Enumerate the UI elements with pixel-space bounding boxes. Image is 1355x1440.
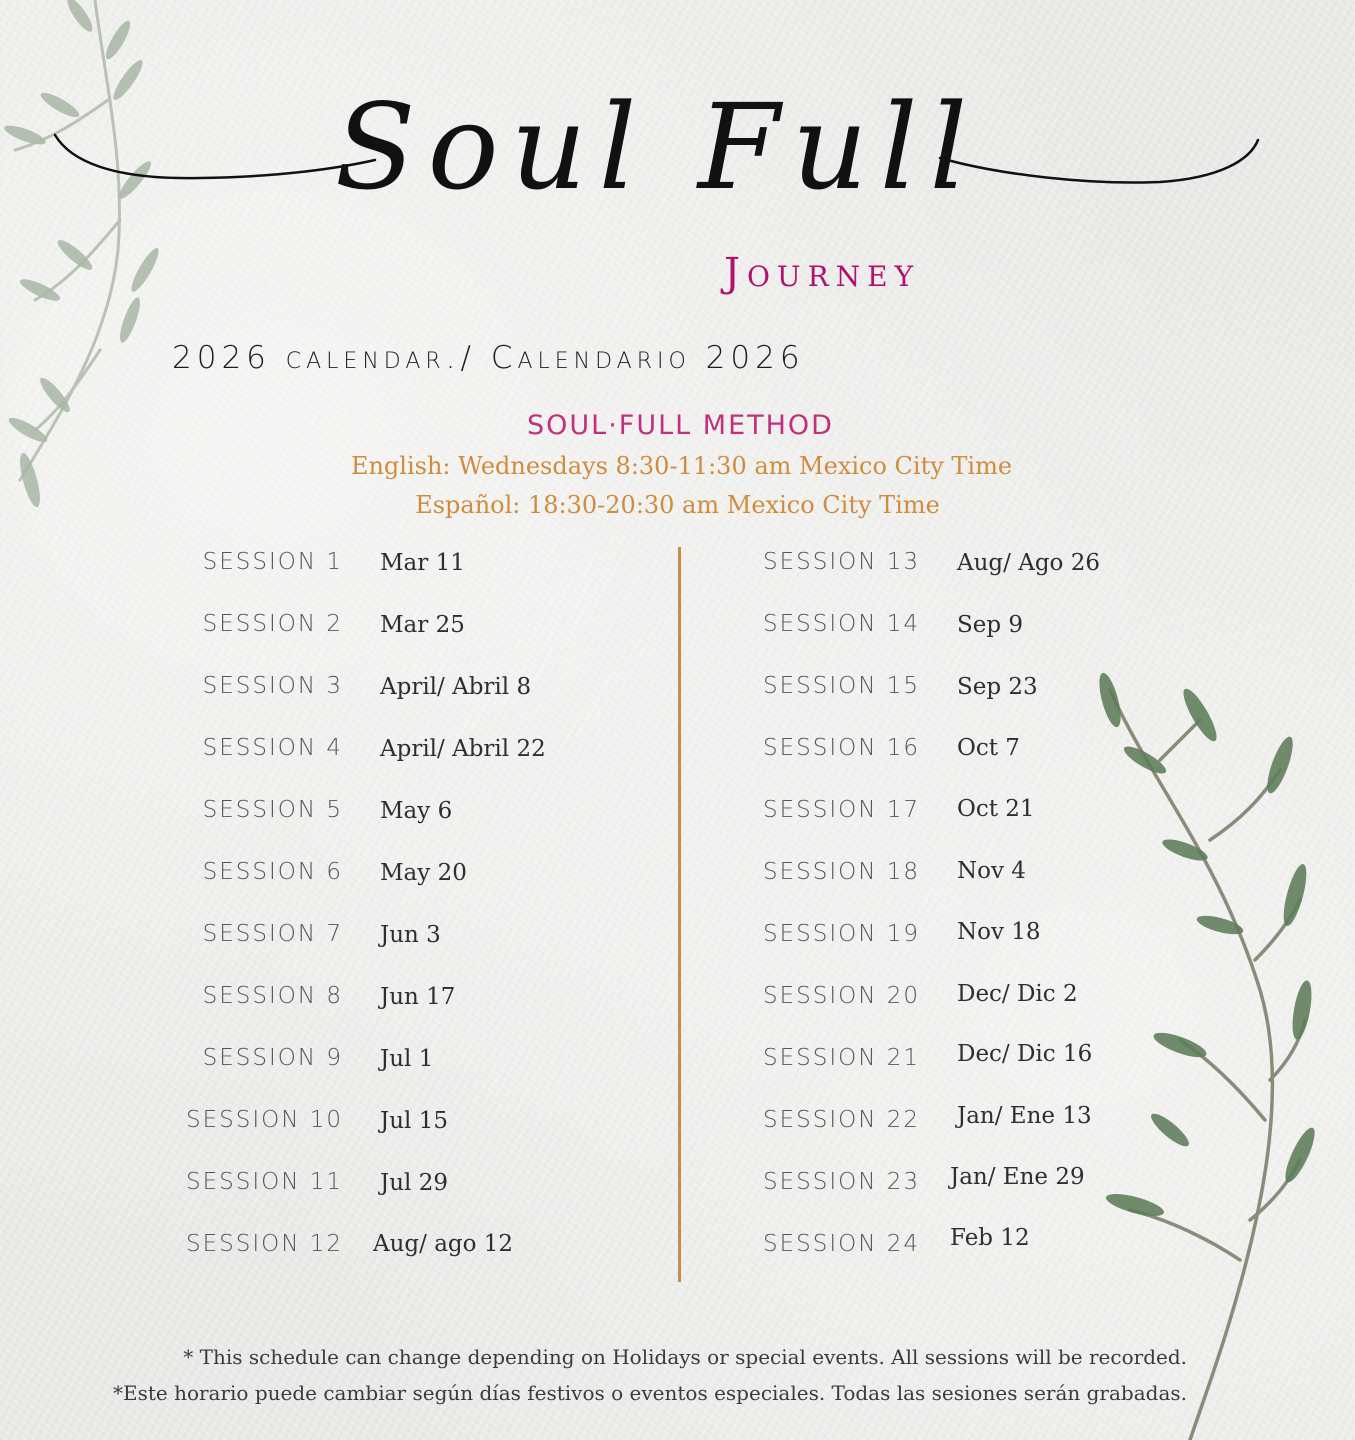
session-date: Jul 15 [380,1108,448,1134]
session-date: Jul 1 [380,1046,434,1072]
session-date: Sep 23 [957,674,1038,700]
session-date: Jul 29 [380,1170,448,1196]
session-label: SESSION 7 [202,921,343,947]
journey-subtitle: Journey [724,250,921,296]
session-label: SESSION 5 [202,797,343,823]
session-date: Mar 25 [380,612,465,638]
session-date: May 6 [380,798,453,824]
leaf-branch-bottom-right-icon [1090,660,1320,1440]
calendar-title: 2026 calendar./ Calendario 2026 [172,340,805,376]
session-label: SESSION 16 [762,735,920,761]
session-label: SESSION 10 [185,1107,343,1133]
method-title: SOUL·FULL METHOD [527,410,834,441]
session-date: Sep 9 [957,612,1024,638]
footer-note-spanish: *Este horario puede cambiar según días festivos o eventos especiales. Todas las sesiones serán grabadas. [112,1381,1187,1405]
session-label: SESSION 21 [762,1045,920,1071]
session-date: April/ Abril 22 [380,736,546,762]
session-label: SESSION 8 [202,983,343,1009]
session-label: SESSION 14 [762,611,920,637]
session-date: Jan/ Ene 13 [957,1103,1092,1129]
session-label: SESSION 13 [762,549,920,575]
session-label: SESSION 22 [762,1107,920,1133]
session-date: Jun 3 [380,922,441,948]
session-date: Dec/ Dic 2 [957,981,1078,1007]
session-label: SESSION 24 [762,1231,920,1257]
session-date: Dec/ Dic 16 [957,1041,1093,1067]
session-label: SESSION 23 [762,1169,920,1195]
schedule-spanish: Español: 18:30-20:30 am Mexico City Time [415,491,940,519]
schedule-english: English: Wednesdays 8:30-11:30 am Mexico City Time [350,452,1013,480]
soul-full-logo [50,80,1265,250]
session-date: April/ Abril 8 [380,674,532,700]
session-date: Mar 11 [380,550,465,576]
session-label: SESSION 3 [202,673,343,699]
session-label: SESSION 18 [762,859,920,885]
session-label: SESSION 19 [762,921,920,947]
session-date: Jun 17 [380,984,456,1010]
session-label: SESSION 11 [185,1169,343,1195]
session-date: Nov 18 [957,919,1041,945]
session-date: Jan/ Ene 29 [950,1164,1085,1190]
session-date: Feb 12 [950,1225,1030,1251]
session-label: SESSION 20 [762,983,920,1009]
logo-text: Soul Full [334,80,980,216]
session-date: May 20 [380,860,467,886]
session-label: SESSION 12 [185,1231,343,1257]
footer-note-english: * This schedule can change depending on Holidays or special events. All sessions will be recorded. [183,1345,1187,1369]
session-date: Aug/ ago 12 [373,1231,514,1257]
session-label: SESSION 9 [202,1045,343,1071]
session-label: SESSION 1 [202,549,343,575]
session-label: SESSION 15 [762,673,920,699]
session-date: Aug/ Ago 26 [957,550,1100,576]
session-label: SESSION 2 [202,611,343,637]
session-label: SESSION 17 [762,797,920,823]
session-date: Oct 21 [957,796,1035,822]
session-date: Oct 7 [957,735,1020,761]
session-date: Nov 4 [957,858,1026,884]
session-label: SESSION 4 [202,735,343,761]
session-label: SESSION 6 [202,859,343,885]
